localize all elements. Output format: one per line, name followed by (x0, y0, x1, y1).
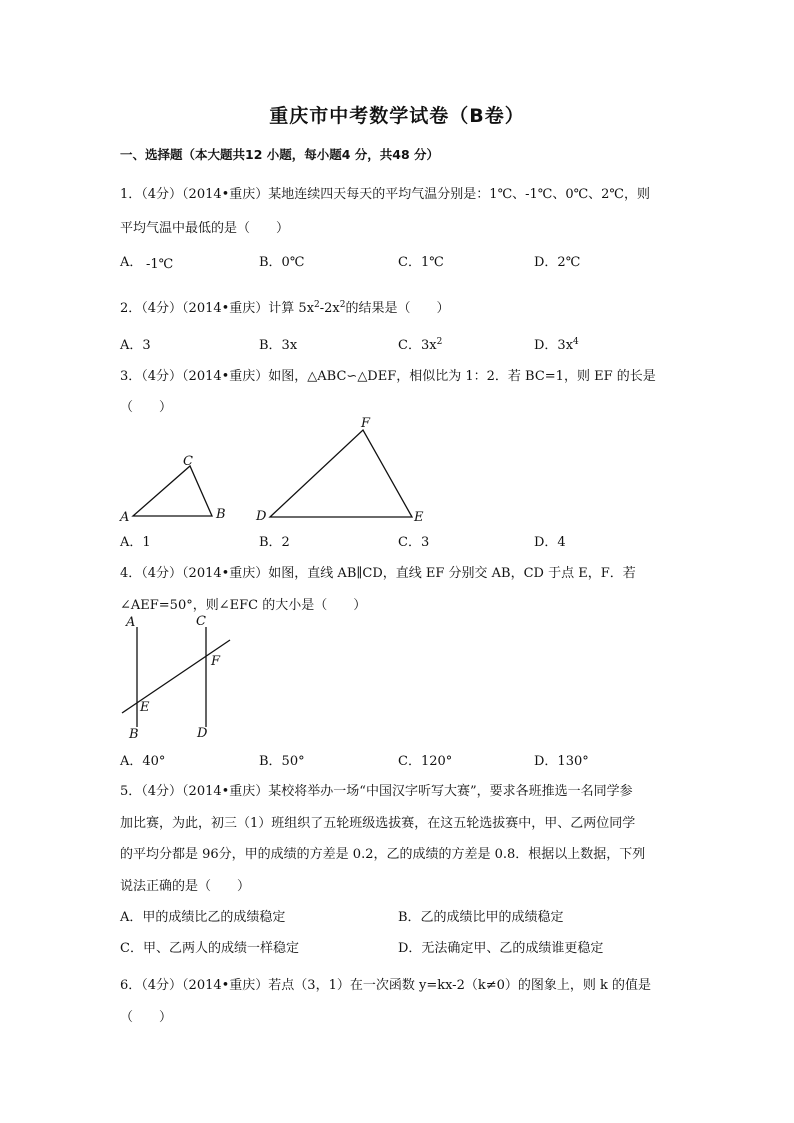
q5-line-4: 说法正确的是（ ） (120, 879, 251, 894)
q3-option-c: C．3 (398, 535, 430, 550)
label-f: F (361, 416, 371, 431)
q6-line-1: 6．（4分）（2014•重庆）若点（3，1）在一次函数 y=kx-2（k≠0）的图象上，则 k 的值是 (120, 978, 652, 993)
q2-sup-1: 2 (314, 300, 320, 310)
q2-option-d-sup: 4 (573, 337, 579, 347)
q3-option-a: A．1 (120, 535, 151, 550)
label-b: B (216, 507, 226, 522)
q1-option-a-label: A． (120, 255, 143, 270)
q2-option-c-sup: 2 (436, 337, 443, 347)
label-q4-b: B (129, 727, 139, 742)
label-q4-e: E (140, 700, 150, 715)
label-q4-c: C (196, 614, 206, 629)
q2-sup-2: 2 (339, 300, 346, 310)
q4-line-1: 4．（4分）（2014•重庆）如图，直线 AB∥CD，直线 EF 分别交 AB，CD 于点 E，F．若 (120, 566, 636, 581)
q4-option-a: A．40° (120, 754, 166, 769)
section-heading: 一、选择题（本大题共12 小题，每小题4 分，共48 分） (120, 147, 440, 162)
q3-option-b: B．2 (259, 535, 290, 550)
q5-option-a: A．甲的成绩比乙的成绩稳定 (120, 910, 286, 925)
label-q4-d: D (197, 726, 208, 741)
q2-option-b: B．3x (259, 338, 298, 353)
q3-line-1: 3．（4分）（2014•重庆）如图，△ABC∽△DEF，相似比为 1：2．若 BC=1，则 EF 的长是 (120, 369, 656, 384)
q2-text-mid: -2x (319, 301, 340, 316)
q5-option-b: B．乙的成绩比甲的成绩稳定 (398, 910, 564, 925)
q1-line-1: 1．（4分）（2014•重庆）某地连续四天每天的平均气温分别是：1℃、-1℃、0℃、2℃，则 (120, 187, 650, 202)
q2-text-post: 的结果是（ ） (345, 301, 450, 316)
q1-option-b: B．0℃ (259, 255, 305, 270)
q5-line-2: 加比赛，为此，初三（1）班组织了五轮班级选拔赛，在这五轮选拔赛中，甲、乙两位同学 (120, 816, 636, 831)
q1-option-d: D．2℃ (534, 255, 581, 270)
q4-line-2: ∠AEF=50°，则∠EFC 的大小是（ ） (120, 598, 367, 613)
triangle-abc (133, 466, 212, 516)
q2-option-a: A．3 (120, 338, 151, 353)
q5-line-3: 的平均分都是 96分，甲的成绩的方差是 0.2，乙的成绩的方差是 0.8．根据以上数据，下列 (120, 847, 646, 862)
q6-line-2: （ ） (120, 1010, 173, 1025)
q2-option-d-base: D．3x (534, 338, 574, 353)
q1-option-c: C．1℃ (398, 255, 444, 270)
q4-option-d: D．130° (534, 754, 589, 769)
line-ef (122, 640, 230, 713)
label-q4-a: A (126, 615, 136, 630)
label-e: E (414, 510, 424, 525)
label-q4-f: F (211, 654, 221, 669)
label-c: C (183, 454, 193, 469)
q3-line-2: （ ） (120, 400, 173, 415)
q1-option-a-value: -1℃ (146, 257, 174, 272)
q1-line-2: 平均气温中最低的是（ ） (120, 221, 290, 236)
q3-option-d: D．4 (534, 535, 566, 550)
q5-line-1: 5．（4分）（2014•重庆）某校将举办一场“中国汉字听写大赛”，要求各班推选一名同学参 (120, 784, 633, 799)
q4-option-c: C．120° (398, 754, 453, 769)
label-d: D (256, 509, 267, 524)
q4-option-b: B．50° (259, 754, 305, 769)
q5-option-d: D．无法确定甲、乙的成绩谁更稳定 (398, 941, 604, 956)
q5-option-c: C．甲、乙两人的成绩一样稳定 (120, 941, 299, 956)
page-title: 重庆市中考数学试卷（B卷） (269, 105, 525, 127)
q2-text-pre: 2．（4分）（2014•重庆）计算 5x (120, 301, 315, 316)
label-a: A (120, 510, 130, 525)
q2-option-c-base: C．3x (398, 338, 437, 353)
triangle-def (270, 430, 412, 517)
